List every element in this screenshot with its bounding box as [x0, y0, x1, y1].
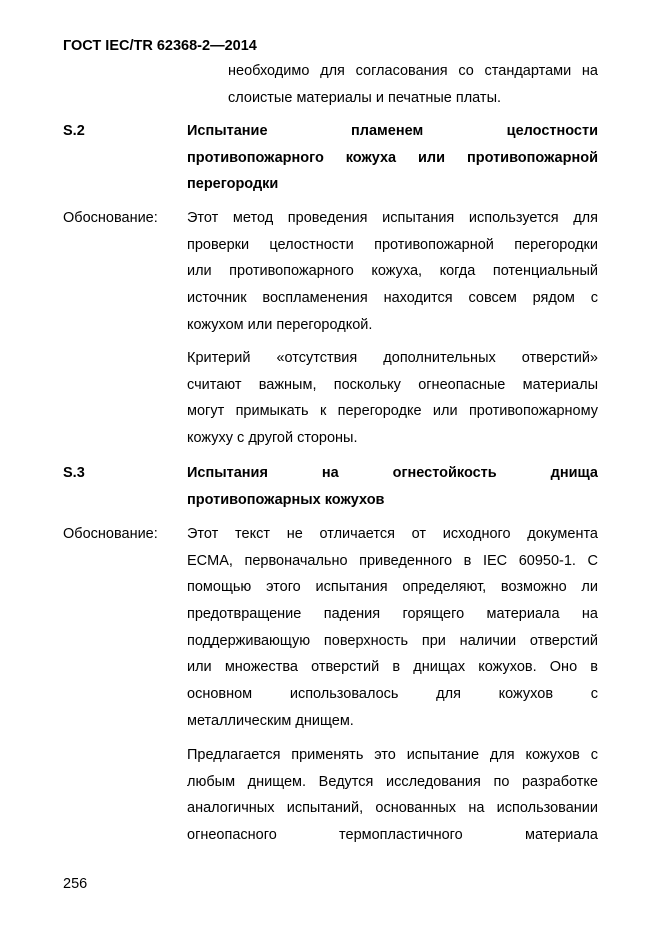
- text-line: могут примыкать к перегородке или противопожарному: [187, 403, 598, 420]
- rationale-paragraph-s2-1: [187, 205, 598, 338]
- text-line: поддерживающую поверхность при наличии отверстий: [187, 632, 598, 649]
- text-line: считают важным, поскольку огнеопасные материалы: [187, 376, 598, 393]
- text-line: огнеопасного термопластичного материала: [187, 827, 598, 844]
- text-line: Этот метод проведения испытания используется для: [187, 210, 598, 226]
- text-line: Этот текст не отличается от исходного документа: [187, 526, 598, 542]
- text-line: любым днищем. Ведутся исследования по разработке: [187, 773, 598, 790]
- page-number: 256: [63, 876, 88, 892]
- text-line: металлическим днищем.: [187, 712, 354, 729]
- section-title-s3: [187, 460, 598, 513]
- section-number-s3: S.3: [63, 465, 85, 481]
- title-line: противопожарного кожуха или противопожарной: [187, 149, 598, 166]
- text-line: кожухом или перегородкой.: [187, 316, 373, 333]
- text-line: предотвращение падения горящего материала на: [187, 606, 598, 623]
- text-line: основном использовалось для кожухов с: [187, 686, 598, 703]
- text-line: необходимо для согласования со стандартами на: [228, 63, 598, 79]
- section-title-s2: [187, 118, 598, 198]
- document-header: ГОСТ IEC/TR 62368-2—2014: [63, 38, 257, 54]
- text-line: помощью этого испытания определяют, возможно ли: [187, 579, 598, 596]
- text-line: или противопожарного кожуха, когда потенциальный: [187, 263, 598, 280]
- text-line: кожуху с другой стороны.: [187, 430, 358, 447]
- title-line: перегородки: [187, 176, 279, 193]
- text-line: Критерий «отсутствия дополнительных отверстий»: [187, 350, 598, 366]
- text-line: ECMA, первоначально приведенного в IEC 60950-1. С: [187, 552, 598, 569]
- rationale-paragraph-s3-2: [187, 742, 598, 849]
- text-line: источник воспламенения находится совсем рядом с: [187, 290, 598, 307]
- text-line: Предлагается применять это испытание для кожухов с: [187, 747, 598, 763]
- rationale-label-s2: Обоснование:: [63, 210, 158, 226]
- title-line: Испытания на огнестойкость днища: [187, 465, 598, 481]
- title-line: Испытание пламенем целостности: [187, 123, 598, 139]
- rationale-paragraph-s3-1: [187, 521, 598, 735]
- text-line: проверки целостности противопожарной перегородки: [187, 236, 598, 253]
- intro-paragraph: [228, 58, 598, 111]
- text-line: аналогичных испытаний, основанных на использовании: [187, 800, 598, 817]
- title-line: противопожарных кожухов: [187, 491, 385, 508]
- text-line: слоистые материалы и печатные платы.: [228, 89, 502, 106]
- text-line: или множества отверстий в днищах кожухов. Оно в: [187, 659, 598, 676]
- section-number-s2: S.2: [63, 123, 85, 139]
- rationale-label-s3: Обоснование:: [63, 526, 158, 542]
- rationale-paragraph-s2-2: [187, 345, 598, 452]
